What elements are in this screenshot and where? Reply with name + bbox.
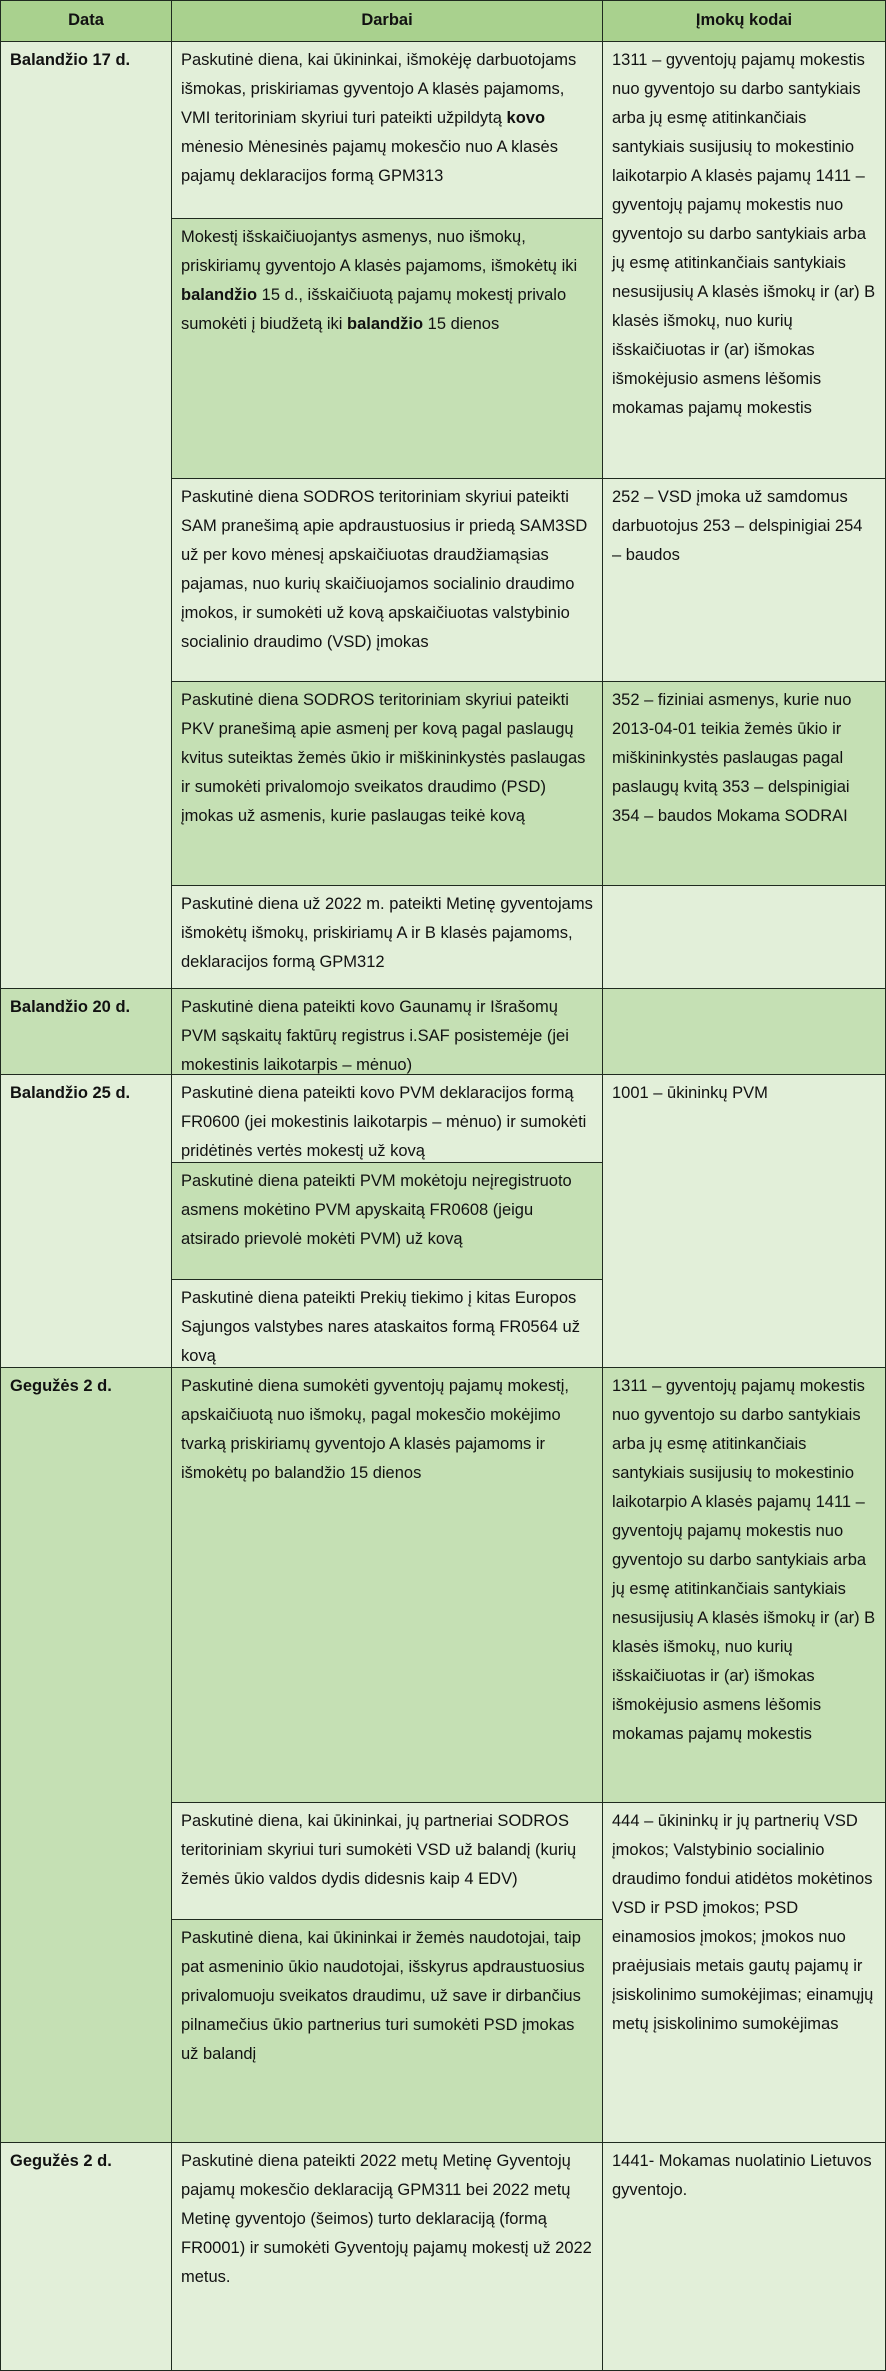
work-cell: Paskutinė diena, kai ūkininkai ir žemės naudotojai, taip pat asmeninio ūkio naudotojai, išskyrus apdraustuosius privalomuoju sveikatos draudimu, už save ir dirbančius pilnamečius ūkio partnerius turi sumokėti PSD įmokas už balandį: [171, 1919, 603, 2143]
work-text: Mokestį išskaičiuojantys asmenys, nuo išmokų, priskiriamų gyventojo A klasės pajamoms, išmokėtų iki: [181, 228, 578, 275]
work-cell: Paskutinė diena pateikti 2022 metų Metinę Gyventojų pajamų mokesčio deklaraciją GPM311 bei 2022 metų Metinę gyventojo (šeimos) turto deklaraciją (formą FR0001) ir sumokėti Gyventojų pajamų mokestį už 2022 metus.: [171, 2142, 603, 2371]
header-codes: Įmokų kodai: [602, 0, 886, 42]
codes-cell: 1311 – gyventojų pajamų mokestis nuo gyventojo su darbo santykiais arba jų esmę atitinkančiais santykiais susijusių to mokestinio laikotarpio A klasės pajamų 1411 – gyventojų pajamų mokestis nuo gyventojo su darbo santykiais arba jų esmę atitinkančiais santykiais nesusijusių A klasės išmokų ir (ar) B klasės išmokų, nuo kurių išskaičiuotas ir (ar) išmokas išmokėjusio asmens lėšomis mokamas pajamų mokestis: [602, 41, 886, 479]
work-cell: Paskutinė diena sumokėti gyventojų pajamų mokestį, apskaičiuotą nuo išmokų, pagal mokesčio mokėjimo tvarką priskiriamų gyventojo A klasės pajamoms ir išmokėtų po balandžio 15 dienos: [171, 1367, 603, 1803]
date-cell: Gegužės 2 d.: [0, 1367, 172, 2143]
date-cell: Balandžio 25 d.: [0, 1074, 172, 1368]
codes-cell: 444 – ūkininkų ir jų partnerių VSD įmokos; Valstybinio socialinio draudimo fondui atidėtos mokėtinos VSD ir PSD įmokos; PSD einamosios įmokos; įmokos nuo praėjusiais metais gautų pajamų ir įsiskolinimo sumokėjimas; einamųjų metų įsiskolinimo sumokėjimas: [602, 1802, 886, 2143]
work-cell: Paskutinė diena, kai ūkininkai, jų partneriai SODROS teritoriniam skyriui turi sumokėti VSD už balandį (kurių žemės ūkio valdos dydis didesnis kaip 4 EDV): [171, 1802, 603, 1920]
work-text: mėnesio Mėnesinės pajamų mokesčio nuo A klasės pajamų deklaracijos formą GPM313: [181, 138, 558, 185]
work-cell: [171, 41, 603, 219]
work-cell: Paskutinė diena SODROS teritoriniam skyriui pateikti SAM pranešimą apie apdraustuosius ir priedą SAM3SD už per kovo mėnesį apskaičiuotas draudžiamąsias pajamas, nuo kurių skaičiuojamos socialinio draudimo įmokos, ir sumokėti už kovą apskaičiuotas valstybinio socialinio draudimo (VSD) įmokas: [171, 478, 603, 682]
header-date: Data: [0, 0, 172, 42]
date-cell: Balandžio 17 d.: [0, 41, 172, 989]
date-cell: Balandžio 20 d.: [0, 988, 172, 1075]
codes-cell: [602, 885, 886, 989]
codes-cell: [602, 988, 886, 1075]
work-text: 15 dienos: [423, 315, 500, 333]
codes-cell: 1311 – gyventojų pajamų mokestis nuo gyventojo su darbo santykiais arba jų esmę atitinkančiais santykiais susijusių to mokestinio laikotarpio A klasės pajamų 1411 – gyventojų pajamų mokestis nuo gyventojo su darbo santykiais arba jų esmę atitinkančiais santykiais nesusijusių A klasės išmokų ir (ar) B klasės išmokų, nuo kurių išskaičiuotas ir (ar) išmokas išmokėjusio asmens lėšomis mokamas pajamų mokestis: [602, 1367, 886, 1803]
work-text-bold: balandžio: [181, 286, 258, 304]
codes-cell: 352 – fiziniai asmenys, kurie nuo 2013-04-01 teikia žemės ūkio ir miškininkystės paslaugas pagal paslaugų kvitą 353 – delspinigiai 354 – baudos Mokama SODRAI: [602, 681, 886, 886]
work-cell: Paskutinė diena pateikti kovo PVM deklaracijos formą FR0600 (jei mokestinis laikotarpis – mėnuo) ir sumokėti pridėtinės vertės mokestį už kovą: [171, 1074, 603, 1163]
date-cell: Gegužės 2 d.: [0, 2142, 172, 2371]
codes-cell: 1001 – ūkininkų PVM: [602, 1074, 886, 1368]
work-cell: Paskutinė diena pateikti kovo Gaunamų ir Išrašomų PVM sąskaitų faktūrų registrus i.SAF posistemėje (jei mokestinis laikotarpis – mėnuo): [171, 988, 603, 1075]
work-text-bold: kovo: [506, 109, 546, 127]
work-cell: Paskutinė diena už 2022 m. pateikti Metinę gyventojams išmokėtų išmokų, priskiriamų A ir B klasės pajamoms, deklaracijos formą GPM312: [171, 885, 603, 989]
work-cell: Paskutinė diena pateikti Prekių tiekimo į kitas Europos Sąjungos valstybes nares ataskaitos formą FR0564 už kovą: [171, 1279, 603, 1368]
work-text: 15 d., išskaičiuotą pajamų mokestį privalo sumokėti į biudžetą iki: [181, 286, 567, 333]
work-cell: Paskutinė diena SODROS teritoriniam skyriui pateikti PKV pranešimą apie asmenį per kovą pagal paslaugų kvitus suteiktas žemės ūkio ir miškininkystės paslaugas ir sumokėti privalomojo sveikatos draudimo (PSD) įmokas už asmenis, kurie paslaugas teikė kovą: [171, 681, 603, 886]
work-cell: Paskutinė diena pateikti PVM mokėtoju neįregistruoto asmens mokėtino PVM apyskaitą FR0608 (jeigu atsirado prievolė mokėti PVM) už kovą: [171, 1162, 603, 1280]
codes-cell: 252 – VSD įmoka už samdomus darbuotojus 253 – delspinigiai 254 – baudos: [602, 478, 886, 682]
codes-cell: 1441- Mokamas nuolatinio Lietuvos gyventojo.: [602, 2142, 886, 2371]
header-work: Darbai: [171, 0, 603, 42]
work-cell: [171, 218, 603, 479]
work-text-bold: balandžio: [347, 315, 424, 333]
work-text: Paskutinė diena, kai ūkininkai, išmokėję darbuotojams išmokas, priskiriamas gyventojo A klasės pajamoms, VMI teritoriniam skyriui turi pateikti užpildytą: [181, 51, 577, 127]
